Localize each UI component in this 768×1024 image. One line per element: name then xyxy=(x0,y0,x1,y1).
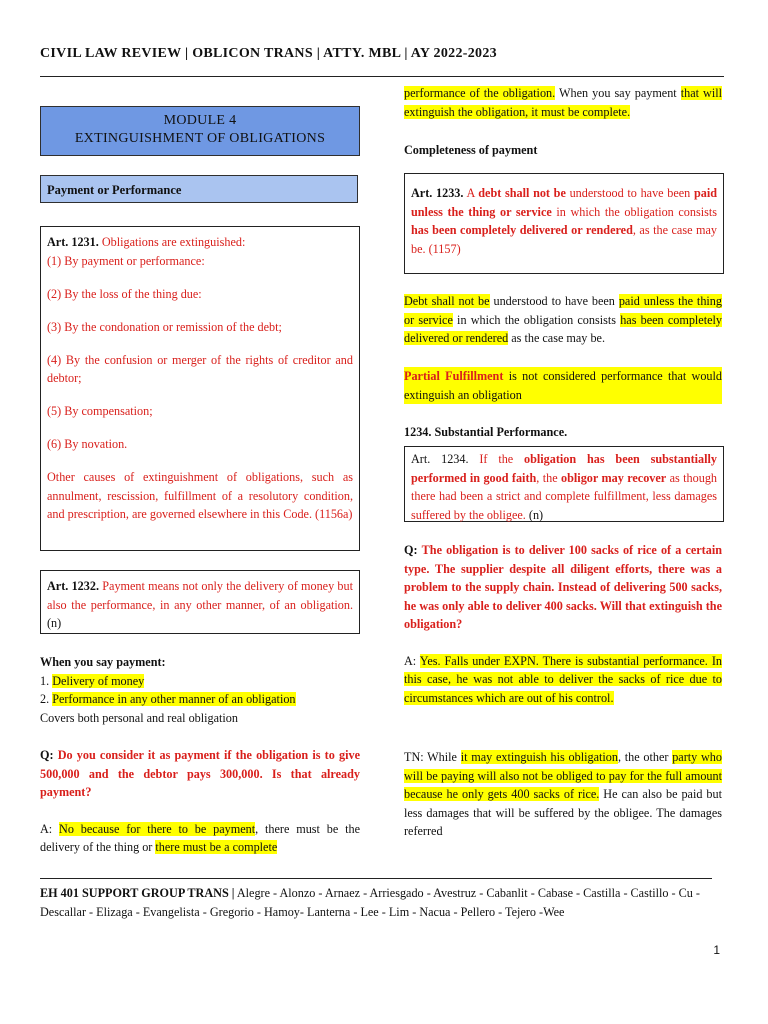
debt-text: understood to have been xyxy=(489,294,619,308)
answer-1-highlight: No because for there to be payment xyxy=(59,821,256,836)
art-text: If the xyxy=(479,452,514,466)
debt-paragraph xyxy=(404,292,722,348)
right-top-continuation xyxy=(404,84,722,121)
question-1-text: Do you consider it as payment if the obligation is to give 500,000 and the debtor pays 300,000. Is that already payment? xyxy=(40,748,360,799)
a-label: A: xyxy=(40,821,53,836)
art-text-bold: obligation has been substantially performed in good faith xyxy=(411,452,718,485)
art-1231-box xyxy=(40,226,360,551)
payment-covers: Covers both personal and real obligation xyxy=(40,710,238,725)
continuation-highlight: that will extinguish the obligation, it must be complete. xyxy=(404,86,722,119)
list-number: 2. xyxy=(40,692,50,706)
art-1234-label: Art. 1234. xyxy=(411,452,469,466)
debt-highlight: paid unless the thing or service xyxy=(404,294,722,327)
page-number: 1 xyxy=(713,943,720,957)
payment-note xyxy=(40,653,360,727)
partial-fulfillment-text: is not considered performance that would extinguish an obligation xyxy=(404,369,722,402)
art-text: understood to have been xyxy=(569,186,691,200)
art-1231-item: (1) By payment or performance: xyxy=(47,253,205,268)
art-1231-item: (2) By the loss of the thing due: xyxy=(47,286,202,301)
list-number: 1. xyxy=(40,673,50,688)
take-note xyxy=(404,748,722,841)
art-1233-label: Art. 1233. xyxy=(411,186,464,200)
art-text: as though there had been a strict and complete fulfillment, less damages suffered by the obligee. xyxy=(411,470,718,522)
art-1231-other-causes: Other causes of extinguishment of obligations, such as annulment, rescission, fulfillment of a resolutory condition, and prescription, are governed elsewhere in this Code. (1156a) xyxy=(47,470,353,521)
substantial-heading: 1234. Substantial Performance. xyxy=(404,425,568,439)
question-2 xyxy=(404,541,722,707)
answer-2-text: Yes. Falls under EXPN. There is substantial performance. In this case, he was not able to deliver the sacks of rice due to circumstances which are out of his control. xyxy=(404,653,722,705)
art-1231-item: (6) By novation. xyxy=(47,437,128,451)
art-1231-item: (3) By the condonation or remission of the debt; xyxy=(47,319,282,334)
footer-names: Alegre - Alonzo - Arnaez - Arriesgado - Avestruz - Cabanlit - Cabase - Castilla - Castillo - Cu -Descallar - Elizaga - Evangelista - Gregorio - Hamoy- Lanterna - Lee - Lim - Nacua - Pellero - Tejero -Wee xyxy=(40,886,700,919)
continuation-text: When you say payment xyxy=(555,86,681,100)
tn-text: He can also be paid but less damages that will be suffered by the obligee. The damages referred xyxy=(404,787,722,838)
question-1 xyxy=(40,746,360,857)
art-1232-label: Art. 1232. xyxy=(47,579,99,593)
art-1233-box xyxy=(404,173,724,274)
art-1232-box xyxy=(40,570,360,634)
art-1233-ref: (1157) xyxy=(428,241,461,256)
art-text-bold: paid unless the thing or service xyxy=(411,186,718,219)
partial-fulfillment-term: Partial Fulfillment xyxy=(404,369,504,383)
art-1232-text: Payment means not only the delivery of money but also the performance, in any other manner, of an obligation. xyxy=(47,579,353,612)
footer-rule xyxy=(40,878,712,879)
art-text: , the xyxy=(536,470,558,485)
debt-highlight: Debt shall not be xyxy=(404,294,490,308)
tn-highlight: it may extinguish his obligation xyxy=(460,750,618,764)
q-label: Q: xyxy=(40,748,54,762)
art-text-bold: has been completely delivered or rendered xyxy=(411,223,633,237)
partial-fulfillment xyxy=(404,367,722,404)
art-1232-ref: (n) xyxy=(47,616,62,630)
completeness-heading: Completeness of payment xyxy=(404,143,538,157)
answer-1 xyxy=(40,820,360,857)
art-text: , as the case may be. xyxy=(411,223,717,256)
q-label: Q: xyxy=(404,543,418,557)
payment-note-heading: When you say payment: xyxy=(40,655,166,669)
art-1231-item: (5) By compensation; xyxy=(47,404,153,418)
a-label: A: xyxy=(404,653,417,668)
tn-text: TN: While xyxy=(404,750,461,764)
header-rule xyxy=(40,76,724,77)
art-1234-box xyxy=(404,446,724,522)
module-title: EXTINGUISHMENT OF OBLIGATIONS xyxy=(74,131,326,146)
art-text: in which the obligation consists xyxy=(556,204,717,219)
debt-text: as the case may be. xyxy=(508,331,605,345)
module-number: MODULE 4 xyxy=(163,113,237,128)
art-1231-label: Art. 1231. xyxy=(47,235,99,249)
tn-highlight: party who will be paying will also not be obliged to pay for the full amount because he only gets 400 sacks of rice. xyxy=(404,750,722,801)
module-title-box xyxy=(40,106,360,156)
art-text-bold: debt shall not be xyxy=(478,186,566,200)
answer-1-text: , there must be the delivery of the thing or xyxy=(40,821,361,854)
payment-item-1: Delivery of money xyxy=(52,673,145,688)
footer xyxy=(40,884,720,922)
debt-highlight: has been completely delivered or rendered xyxy=(404,312,722,345)
art-1231-intro: Obligations are extinguished: xyxy=(101,235,246,249)
continuation-highlight: performance of the obligation. xyxy=(404,86,556,100)
answer-1-highlight: there must be a complete xyxy=(155,840,278,854)
page-header-title: CIVIL LAW REVIEW | OBLICON TRANS | ATTY. MBL | AY 2022-2023 xyxy=(40,46,497,61)
footer-group: EH 401 SUPPORT GROUP TRANS | xyxy=(40,886,235,900)
question-2-text: The obligation is to deliver 100 sacks of rice of a certain type. The supplier despite all diligent efforts, there was a problem to the supply chain. Instead of delivering 500 sacks, he was only able to deliver 400 sacks. Will that extinguish the obligation? xyxy=(404,543,722,631)
art-text: A xyxy=(466,186,475,200)
section-title-bar: Payment or Performance xyxy=(40,175,358,203)
payment-item-2: Performance in any other manner of an obligation xyxy=(52,692,296,706)
debt-text: in which the obligation consists xyxy=(452,312,621,327)
art-1234-ref: (n) xyxy=(528,507,544,522)
art-1231-item: (4) By the confusion or merger of the rights of creditor and debtor; xyxy=(47,352,353,385)
tn-text: , the other xyxy=(617,750,673,764)
art-text-bold: obligor may recover xyxy=(561,470,667,485)
